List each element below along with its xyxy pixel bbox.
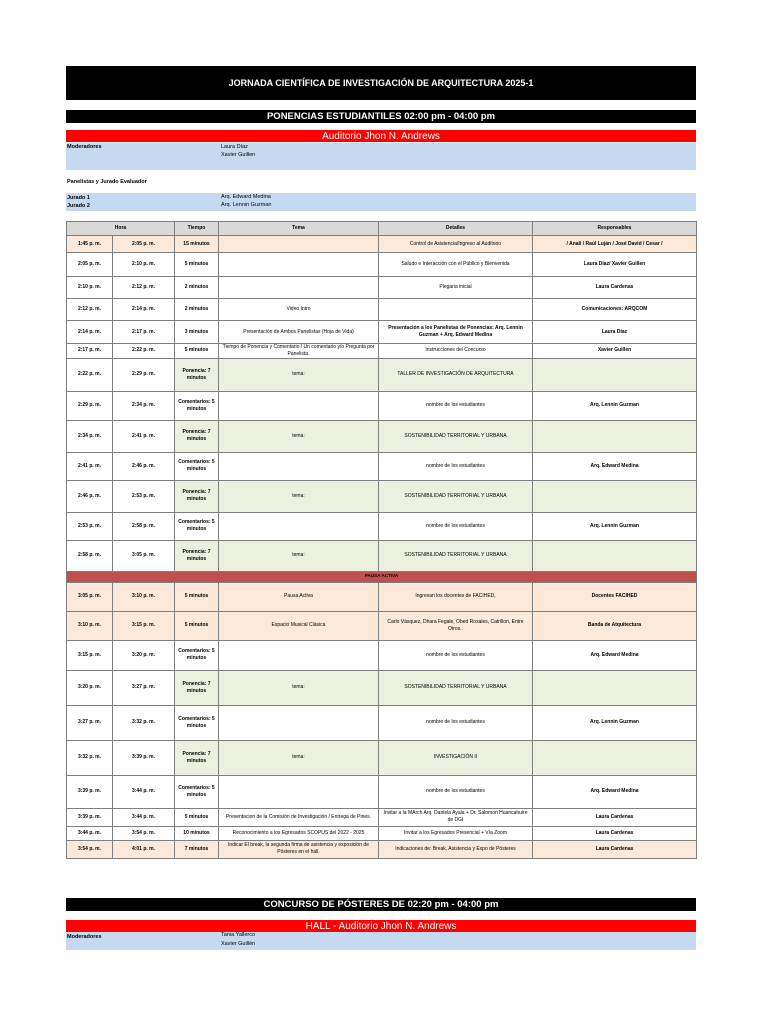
end-time-cell: 3:32 p. m. bbox=[113, 705, 175, 740]
start-time-cell: 2:34 p. m. bbox=[67, 420, 113, 452]
schedule-row bbox=[67, 277, 697, 299]
duration-cell: Ponencia: 7 minutos bbox=[175, 420, 219, 452]
duration-cell: 7 minutos bbox=[175, 840, 219, 858]
start-time-cell: 3:32 p. m. bbox=[67, 740, 113, 775]
topic-cell: tema: bbox=[219, 420, 379, 452]
topic-cell bbox=[219, 640, 379, 670]
jury-label: Jurado 1 bbox=[67, 195, 90, 201]
document-title: JORNADA CIENTÍFICA DE INVESTIGACIÓN DE ARQUITECTURA 2025-1 bbox=[66, 66, 696, 100]
topic-cell: Presentación de Ambos Panelistas (Hoja de Vida) bbox=[219, 321, 379, 344]
details-cell: nombre de los estudiantes bbox=[379, 705, 533, 740]
schedule-row bbox=[67, 512, 697, 540]
responsible-cell: Laura Díaz/ Xavier Guillen bbox=[533, 253, 697, 277]
header-tiempo: Tiempo bbox=[175, 222, 219, 236]
responsible-cell: Arq. Edward Medina bbox=[533, 775, 697, 808]
header-detalles: Detalles bbox=[379, 222, 533, 236]
end-time-cell: 2:14 p. m. bbox=[113, 299, 175, 321]
start-time-cell: 2:29 p. m. bbox=[67, 391, 113, 420]
jury-label: Jurado 2 bbox=[67, 203, 90, 209]
start-time-cell: 2:12 p. m. bbox=[67, 299, 113, 321]
details-cell: SOSTENIBILIDAD TERRITORIAL Y URBANA bbox=[379, 540, 533, 571]
start-time-cell: 3:39 p. m. bbox=[67, 775, 113, 808]
moderator-name: Xavier Guillen bbox=[221, 152, 256, 158]
duration-cell: Comentarios: 5 minutos bbox=[175, 640, 219, 670]
end-time-cell: 2:12 p. m. bbox=[113, 277, 175, 299]
start-time-cell: 3:44 p. m. bbox=[67, 826, 113, 840]
responsible-cell: Laura Cardenas bbox=[533, 826, 697, 840]
end-time-cell: 2:53 p. m. bbox=[113, 480, 175, 512]
duration-cell: 5 minutos bbox=[175, 611, 219, 640]
end-time-cell: 3:39 p. m. bbox=[113, 740, 175, 775]
end-time-cell: 3:27 p. m. bbox=[113, 670, 175, 705]
responsible-cell: Arq. Lennin Guzman bbox=[533, 391, 697, 420]
duration-cell: Ponencia: 7 minutos bbox=[175, 670, 219, 705]
moderators-label: Moderadores bbox=[67, 144, 102, 150]
topic-cell bbox=[219, 775, 379, 808]
schedule-row bbox=[67, 808, 697, 826]
schedule-row bbox=[67, 358, 697, 391]
duration-cell: 2 minutos bbox=[175, 277, 219, 299]
start-time-cell: 2:41 p. m. bbox=[67, 452, 113, 480]
responsible-cell bbox=[533, 358, 697, 391]
moderators-block-2 bbox=[66, 932, 696, 950]
header-responsables: Responsables bbox=[533, 222, 697, 236]
topic-cell bbox=[219, 452, 379, 480]
moderators-label-2: Moderadores bbox=[67, 934, 102, 940]
duration-cell: Comentarios: 5 minutos bbox=[175, 452, 219, 480]
duration-cell: 5 minutos bbox=[175, 253, 219, 277]
responsible-cell: Docentes FACIHED bbox=[533, 582, 697, 611]
details-cell: nombre de los estudiantes bbox=[379, 391, 533, 420]
duration-cell: Comentarios: 5 minutos bbox=[175, 391, 219, 420]
start-time-cell: 2:53 p. m. bbox=[67, 512, 113, 540]
details-cell: TALLER DE INVESTIGACIÓN DE ARQUITECTURA bbox=[379, 358, 533, 391]
topic-cell: tema: bbox=[219, 670, 379, 705]
topic-cell: tema: bbox=[219, 480, 379, 512]
jury-block bbox=[66, 193, 696, 211]
duration-cell: 15 minutos bbox=[175, 236, 219, 253]
responsible-cell: Arq. Edward Medina bbox=[533, 452, 697, 480]
schedule-row bbox=[67, 236, 697, 253]
topic-cell bbox=[219, 253, 379, 277]
start-time-cell: 3:15 p. m. bbox=[67, 640, 113, 670]
end-time-cell: 2:46 p. m. bbox=[113, 452, 175, 480]
schedule-row bbox=[67, 540, 697, 571]
end-time-cell: 3:44 p. m. bbox=[113, 775, 175, 808]
schedule-row bbox=[67, 840, 697, 858]
responsible-cell bbox=[533, 740, 697, 775]
topic-cell: tema: bbox=[219, 740, 379, 775]
schedule-row bbox=[67, 391, 697, 420]
schedule-row bbox=[67, 705, 697, 740]
responsible-cell: Laura Cardenas bbox=[533, 840, 697, 858]
responsible-cell: Comunicaciones: ARQCOM bbox=[533, 299, 697, 321]
topic-cell: Reconocimiento a los Egresados SCOPUS del 2022 - 2025 bbox=[219, 826, 379, 840]
details-cell bbox=[379, 299, 533, 321]
details-cell: nombre de los estudiantes bbox=[379, 775, 533, 808]
schedule-row bbox=[67, 826, 697, 840]
duration-cell: 5 minutos bbox=[175, 582, 219, 611]
table-header-row bbox=[67, 222, 697, 236]
end-time-cell: 2:58 p. m. bbox=[113, 512, 175, 540]
schedule-row bbox=[67, 611, 697, 640]
duration-cell: Comentarios: 5 minutos bbox=[175, 512, 219, 540]
start-time-cell: 2:17 p. m. bbox=[67, 344, 113, 359]
details-cell: SOSTENIBILIDAD TERRITORIAL Y URBANA bbox=[379, 480, 533, 512]
topic-cell: tema: bbox=[219, 540, 379, 571]
end-time-cell: 2:17 p. m. bbox=[113, 321, 175, 344]
details-cell: Indicaciones de: Break, Asistencia y Expo de Pósteres bbox=[379, 840, 533, 858]
responsible-cell: Laura Díaz bbox=[533, 321, 697, 344]
end-time-cell: 2:10 p. m. bbox=[113, 253, 175, 277]
details-cell: Invitar a los Egresados Presencial + Vía Zoom bbox=[379, 826, 533, 840]
duration-cell: 2 minutos bbox=[175, 299, 219, 321]
start-time-cell: 2:58 p. m. bbox=[67, 540, 113, 571]
responsible-cell: Xavier Guillen bbox=[533, 344, 697, 359]
duration-cell: Comentarios: 5 minutos bbox=[175, 705, 219, 740]
topic-cell bbox=[219, 512, 379, 540]
details-cell: nombre de los estudiantes bbox=[379, 452, 533, 480]
moderator-name: Laura Díaz bbox=[221, 144, 248, 150]
topic-cell bbox=[219, 277, 379, 299]
end-time-cell: 3:20 p. m. bbox=[113, 640, 175, 670]
details-cell: Saludo e Interacción con el Público y Bienvenida bbox=[379, 253, 533, 277]
duration-cell: 10 minutos bbox=[175, 826, 219, 840]
responsible-cell: / Anali / Raúl Luján / José David / Cesar / bbox=[533, 236, 697, 253]
section-header-ponencias: PONENCIAS ESTUDIANTILES 02:00 pm - 04:00 pm bbox=[66, 110, 696, 123]
moderator-name: Xavier Guillén bbox=[221, 941, 256, 947]
topic-cell bbox=[219, 391, 379, 420]
responsible-cell: Laura Cardenas bbox=[533, 277, 697, 299]
jury-name: Arq. Edward Medina bbox=[221, 194, 271, 200]
topic-cell: tema: bbox=[219, 358, 379, 391]
jury-name: Arq. Lennin Guzman bbox=[221, 202, 272, 208]
duration-cell: Ponencia: 7 minutos bbox=[175, 540, 219, 571]
schedule-row bbox=[67, 740, 697, 775]
schedule-table bbox=[66, 221, 697, 859]
panel-label: Panelistas y Jurado Evaluador bbox=[67, 179, 147, 185]
schedule-row bbox=[67, 480, 697, 512]
duration-cell: Ponencia: 7 minutos bbox=[175, 740, 219, 775]
details-cell: Ingresan los docentes de FACIHED, bbox=[379, 582, 533, 611]
end-time-cell: 2:34 p. m. bbox=[113, 391, 175, 420]
details-cell: nombre de los estudiantes bbox=[379, 512, 533, 540]
responsible-cell bbox=[533, 480, 697, 512]
start-time-cell: 3:10 p. m. bbox=[67, 611, 113, 640]
duration-cell: Ponencia: 7 minutos bbox=[175, 480, 219, 512]
topic-cell: Espacio Musical Clásica bbox=[219, 611, 379, 640]
start-time-cell: 3:54 p. m. bbox=[67, 840, 113, 858]
responsible-cell bbox=[533, 670, 697, 705]
details-cell: Carlo Vásquez, Dhara Fegale, Obed Rosales, Catrillon, Entre Otros.. bbox=[379, 611, 533, 640]
venue-bar-hall: HALL - Auditorio Jhon N. Andrews bbox=[66, 920, 696, 932]
section-header-posteres: CONCURSO DE PÓSTERES DE 02:20 pm - 04:00 pm bbox=[66, 898, 696, 911]
end-time-cell: 3:44 p. m. bbox=[113, 808, 175, 826]
schedule-row bbox=[67, 253, 697, 277]
details-cell: nombre de los estudiantes bbox=[379, 640, 533, 670]
details-cell: Invitar a la MArch Arq. Daniela Ayala + Dr. Salomon Huancahuire de DGI bbox=[379, 808, 533, 826]
start-time-cell: 3:39 p. m. bbox=[67, 808, 113, 826]
schedule-row bbox=[67, 420, 697, 452]
end-time-cell: 3:05 p. m. bbox=[113, 540, 175, 571]
start-time-cell: 2:22 p. m. bbox=[67, 358, 113, 391]
venue-bar: Auditorio Jhon N. Andrews bbox=[66, 130, 696, 142]
details-cell: Control de Asistencia/Ingreso al Auditorio bbox=[379, 236, 533, 253]
responsible-cell bbox=[533, 420, 697, 452]
details-cell: SOSTENIBILIDAD TERRITORIAL Y URBANA bbox=[379, 420, 533, 452]
topic-cell: Indicar El break, la segunda firma de asistencia y exposición de Pósteres en el hall. bbox=[219, 840, 379, 858]
start-time-cell: 1:45 p. m. bbox=[67, 236, 113, 253]
schedule-row bbox=[67, 670, 697, 705]
duration-cell: 5 minutos bbox=[175, 344, 219, 359]
duration-cell: Comentarios: 5 minutos bbox=[175, 775, 219, 808]
details-cell: Presentación a los Panelistas de Ponencias: Arq. Lennin Guzman + Arq. Edward Medina bbox=[379, 321, 533, 344]
topic-cell bbox=[219, 236, 379, 253]
start-time-cell: 3:05 p. m. bbox=[67, 582, 113, 611]
moderators-block bbox=[66, 143, 696, 170]
end-time-cell: 2:29 p. m. bbox=[113, 358, 175, 391]
schedule-row bbox=[67, 321, 697, 344]
start-time-cell: 2:46 p. m. bbox=[67, 480, 113, 512]
start-time-cell: 3:27 p. m. bbox=[67, 705, 113, 740]
end-time-cell: 4:01 p. m. bbox=[113, 840, 175, 858]
duration-cell: 5 minutos bbox=[175, 808, 219, 826]
schedule-row bbox=[67, 775, 697, 808]
schedule-row bbox=[67, 582, 697, 611]
details-cell: Plegaria inicial bbox=[379, 277, 533, 299]
pause-label: PAUSA ACTIVA bbox=[67, 571, 697, 582]
topic-cell: Presentacion de la Comisión de Investigación / Entrega de Pines. bbox=[219, 808, 379, 826]
end-time-cell: 2:41 p. m. bbox=[113, 420, 175, 452]
start-time-cell: 2:14 p. m. bbox=[67, 321, 113, 344]
responsible-cell bbox=[533, 540, 697, 571]
schedule-row bbox=[67, 640, 697, 670]
end-time-cell: 3:10 p. m. bbox=[113, 582, 175, 611]
end-time-cell: 2:05 p. m. bbox=[113, 236, 175, 253]
start-time-cell: 2:10 p. m. bbox=[67, 277, 113, 299]
end-time-cell: 3:15 p. m. bbox=[113, 611, 175, 640]
responsible-cell: Arq. Edward Medina bbox=[533, 640, 697, 670]
topic-cell: Video Intro bbox=[219, 299, 379, 321]
header-hora: Hora bbox=[67, 222, 175, 236]
details-cell: SOSTENIBILIDAD TERRITORIAL Y URBANA bbox=[379, 670, 533, 705]
schedule-row bbox=[67, 452, 697, 480]
duration-cell: Ponencia: 7 minutos bbox=[175, 358, 219, 391]
topic-cell: Pausa Activa bbox=[219, 582, 379, 611]
topic-cell: Tiempo de Ponencia y Comentario / Un comentario y/o Pregunta por Panelista. bbox=[219, 344, 379, 359]
start-time-cell: 3:20 p. m. bbox=[67, 670, 113, 705]
schedule-row bbox=[67, 299, 697, 321]
moderator-name: Tania Yallerco bbox=[221, 932, 256, 938]
topic-cell bbox=[219, 705, 379, 740]
pause-row bbox=[67, 571, 697, 582]
responsible-cell: Arq. Lennin Guzman bbox=[533, 512, 697, 540]
duration-cell: 3 minutos bbox=[175, 321, 219, 344]
details-cell: Instrucciones del Concurso bbox=[379, 344, 533, 359]
end-time-cell: 3:54 p. m. bbox=[113, 826, 175, 840]
responsible-cell: Banda de Atquitectura bbox=[533, 611, 697, 640]
responsible-cell: Laura Cardenas bbox=[533, 808, 697, 826]
end-time-cell: 2:22 p. m. bbox=[113, 344, 175, 359]
header-tema: Tema bbox=[219, 222, 379, 236]
details-cell: INVESTIGACIÓN II bbox=[379, 740, 533, 775]
responsible-cell: Arq. Lennin Guzman bbox=[533, 705, 697, 740]
schedule-row bbox=[67, 344, 697, 359]
start-time-cell: 2:05 p. m. bbox=[67, 253, 113, 277]
